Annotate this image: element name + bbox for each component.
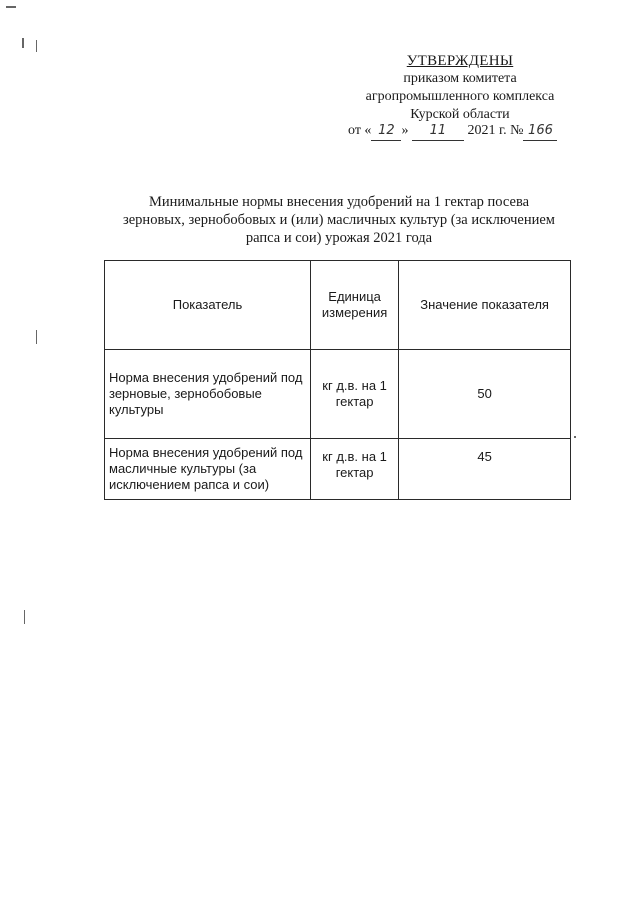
scan-mark (36, 330, 37, 344)
header-unit (310, 261, 398, 350)
table-row (105, 439, 571, 500)
scan-mark (574, 436, 576, 438)
document-title (104, 193, 574, 247)
header-unit-line-1: Единица (328, 289, 381, 304)
order-date-number (348, 122, 557, 141)
approval-line-1: приказом комитета (403, 71, 517, 86)
header-value: Значение показателя (399, 261, 571, 350)
approval-heading: УТВЕРЖДЕНЫ (406, 53, 514, 69)
order-year: 2021 г. № (467, 123, 524, 138)
order-month: 11 (412, 122, 464, 141)
row-unit: кг д.в. на 1 гектар (310, 350, 398, 439)
row-value: 50 (399, 350, 571, 439)
approval-block (330, 52, 590, 124)
title-line-1: Минимальные нормы внесения удобрений на 1 гектар посева (148, 194, 530, 210)
scan-mark (6, 6, 16, 8)
table-header-row (105, 261, 571, 350)
scan-mark (24, 610, 25, 624)
title-line-2: зерновых, зернобобовых и (или) масличных культур (за исключением (123, 212, 555, 228)
order-number: 166 (523, 122, 557, 141)
row-value: 45 (399, 439, 571, 500)
scan-mark (36, 40, 37, 52)
approval-line-3: Курской области (410, 107, 510, 122)
scan-mark (22, 38, 24, 48)
table-row (105, 350, 571, 439)
row-indicator: Норма внесения удобрений под зерновые, зернобобовые культуры (105, 350, 311, 439)
approval-line-2: агропромышленного комплекса (365, 89, 555, 104)
order-prefix: от « (348, 123, 372, 138)
order-day: 12 (371, 122, 401, 141)
row-indicator: Норма внесения удобрений под масличные культуры (за исключением рапса и сои) (105, 439, 311, 500)
header-unit-line-2: измерения (321, 305, 388, 320)
header-indicator: Показатель (105, 261, 311, 350)
order-mid: » (401, 123, 409, 138)
row-unit: кг д.в. на 1 гектар (310, 439, 398, 500)
title-line-3: рапса и сои) урожая 2021 года (245, 230, 433, 246)
norms-table (104, 260, 571, 500)
